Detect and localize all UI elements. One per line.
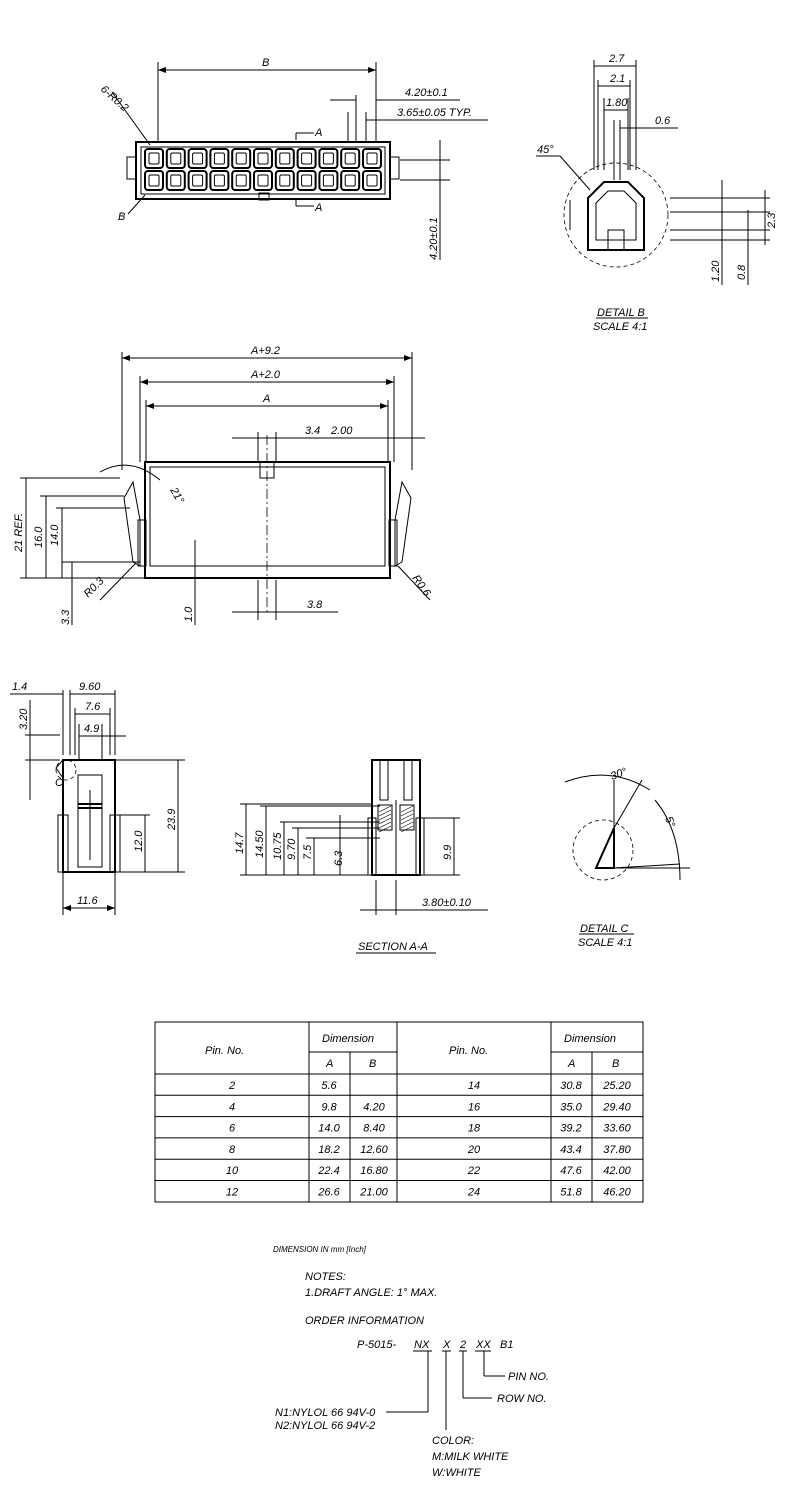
table-cell-pin-left: 10 [225,1165,239,1178]
side-top-dim-2: 9.60 [79,681,101,693]
front-dim-3: A [263,393,271,405]
table-cell-a-left: 22.4 [318,1165,340,1178]
table-cell-pin-right: 16 [467,1101,481,1114]
dim-b: B [262,57,270,69]
table-cell-b-right: 37.80 [603,1143,631,1156]
side-right-dim-2: 12.0 [133,830,145,852]
table-cell-a-left: 14.0 [318,1122,340,1135]
pin-cavity [298,149,316,168]
section-dim-3: 10.75 [272,832,284,860]
section-title: SECTION A-A [358,941,428,953]
pin-cavity [363,171,381,190]
section-dim-4: 9.70 [286,838,298,860]
front-radius-left: R0.3 [81,575,107,601]
material-1: N1:NYLOL 66 94V-0 [275,1407,376,1419]
pin-cavity [189,149,207,168]
table-cell-a-right: 39.2 [560,1122,582,1135]
section-mark-bottom: A [315,202,323,214]
detail-b-dim-4: 0.6 [655,115,671,127]
detail-b-scale: SCALE 4:1 [593,321,648,333]
table-row [229,1144,632,1156]
pin-cavity [232,149,250,168]
table-row [229,1101,632,1113]
front-dim-5: 2.00 [331,425,353,437]
front-left-dim-1: 21 REF. [13,513,25,552]
table-cell-a-right: 47.6 [560,1165,582,1178]
pin-cavity [276,171,294,190]
table-cell-a-left: 26.6 [318,1186,340,1199]
side-left-dim: 3.20 [18,708,30,730]
table-cell-pin-left: 12 [225,1186,239,1199]
color-2: W:WHITE [432,1467,481,1479]
order-title: ORDER INFORMATION [305,1315,424,1327]
dim-typ: 3.65±0.05 TYP. [397,107,472,119]
pin-cavity [254,171,272,190]
table-cell-pin-left: 8 [228,1143,236,1156]
pin-cavity [210,171,228,190]
table-cell-b-left: 16.80 [360,1165,388,1178]
pin-cavity [298,171,316,190]
detail-b-dim-1: 2.7 [609,53,625,65]
pin-no-label: PIN NO. [508,1371,549,1383]
detail-b-dim-3: 1.80 [606,97,628,109]
table-cell-pin-left: 2 [228,1080,236,1092]
front-angle: 21° [167,485,187,506]
side-view [10,681,185,915]
detail-b-dim-5: 2.3 [766,212,778,228]
table-header-a-left: A [326,1058,334,1070]
table-cell-b-left: 21.00 [360,1186,388,1199]
table-cell-a-right: 51.8 [560,1186,582,1199]
table-header-pin-right: Pin. No. [449,1045,489,1057]
table-row [229,1123,632,1135]
detail-b-angle: 45° [537,144,554,156]
table-header-a-right: A [568,1058,576,1070]
detail-c-angle-1: 30° [608,765,629,783]
front-left-dim-4: 3.3 [60,609,72,625]
table-row [226,1165,632,1177]
table-cell-b-left: 12.60 [360,1143,388,1156]
material-2: N2:NYLOL 66 94V-2 [275,1420,376,1432]
front-dim-1: A+9.2 [251,345,281,357]
pin-cavity [341,171,359,190]
pin-cavity [319,149,337,168]
table-cell-b-right: 29.40 [603,1101,631,1114]
section-mark-top: A [315,127,323,139]
notes [273,1245,549,1479]
section-dim-1: 14.7 [234,832,246,854]
detail-b-mark: B [118,211,126,223]
detail-c-title: DETAIL C [580,923,629,935]
pin-cavity [276,149,294,168]
detail-b-dim-7: 0.8 [736,264,748,280]
section-bottom-dim: 3.80±0.10 [422,897,471,909]
table-cell-b-left: 4.20 [363,1101,385,1114]
detail-b [536,53,778,333]
table-cell-pin-right: 22 [467,1165,481,1178]
part-x: X [443,1339,451,1351]
table-cell-a-left: 18.2 [318,1143,340,1156]
table-cell-pin-right: 18 [467,1122,481,1135]
side-bottom-dim: 11.6 [77,895,98,907]
front-left-dim-5: 1.0 [183,606,195,622]
pin-cavity [189,171,207,190]
front-dim-4: 3.4 [305,425,321,437]
pin-dimension-table [155,1022,643,1202]
part-xx: XX [476,1339,491,1351]
part-prefix: P-5015- [357,1339,397,1351]
pin-cavity [363,149,381,168]
table-cell-a-left: 5.6 [321,1080,337,1092]
front-bottom-dim: 3.8 [307,599,323,611]
pin-cavity [232,171,250,190]
table-row [228,1080,632,1092]
pin-cavity [145,149,163,168]
pin-cavity [167,171,185,190]
pin-cavity [254,149,272,168]
part-2: 2 [460,1339,467,1351]
front-radius-right: R0.6 [409,572,433,599]
table-cell-a-right: 43.4 [560,1143,582,1156]
dim-pitch: 4.20±0.1 [405,87,448,99]
pin-cavity [341,149,359,168]
pin-cavity [167,149,185,168]
note-1: 1.DRAFT ANGLE: 1° MAX. [305,1287,438,1299]
pin-cavity [319,171,337,190]
side-top-dim-1: 1.4 [12,681,28,693]
side-right-dim-1: 23.9 [166,808,178,830]
table-header-pin-left: Pin. No. [205,1045,245,1057]
table-cell-a-left: 9.8 [321,1101,337,1114]
dim-vertical: 4.20±0.1 [428,217,440,260]
row-no-label: ROW NO. [497,1393,547,1405]
section-dim-2: 14.50 [254,830,266,858]
detail-c-scale: SCALE 4:1 [578,937,633,949]
table-cell-pin-left: 6 [228,1122,236,1135]
units-note: DIMENSION IN mm [Inch] [273,1245,366,1254]
table-cell-b-left: 8.40 [363,1122,385,1135]
detail-b-dim-2: 2.1 [610,73,626,85]
detail-b-title: DETAIL B [597,307,645,319]
section-right-dim: 9.9 [442,844,454,860]
table-row [226,1187,632,1199]
table-cell-b-right: 33.60 [603,1122,631,1135]
side-detail-c-mark: C [55,777,63,789]
table-cell-pin-right: 20 [467,1143,481,1156]
table-cell-b-right: 46.20 [603,1186,631,1199]
table-cell-a-right: 30.8 [560,1080,582,1092]
table-cell-pin-right: 24 [467,1186,481,1199]
table-header-dim-left: Dimension [322,1033,374,1045]
section-dim-6: 6.3 [333,850,345,866]
part-nx: NX [414,1339,430,1351]
front-left-dim-2: 16.0 [33,526,45,548]
front-dim-2: A+2.0 [251,369,281,381]
pin-cavity [210,149,228,168]
color-title: COLOR: [432,1435,475,1447]
table-cell-b-right: 42.00 [603,1165,631,1178]
color-1: M:MILK WHITE [432,1451,509,1463]
table-cell-b-right: 25.20 [603,1080,631,1092]
table-header-b-right: B [612,1058,620,1070]
section-aa [234,760,488,953]
table-cell-pin-left: 4 [228,1101,236,1114]
table-header-dim-right: Dimension [564,1033,616,1045]
side-top-dim-4: 4.9 [84,723,100,735]
notes-title: NOTES: [305,1271,346,1283]
pin-cavity [145,171,163,190]
radius-label: 6-R0.2 [97,83,131,115]
front-view [13,345,433,625]
table-header-b-left: B [369,1058,377,1070]
table-cell-a-right: 35.0 [560,1101,582,1114]
detail-c-angle-2: 5° [662,814,678,829]
detail-c [565,766,690,949]
table-cell-pin-right: 14 [467,1080,481,1092]
detail-b-dim-6: 1.20 [710,260,722,282]
part-suffix: B1 [500,1339,514,1351]
front-left-dim-3: 14.0 [49,524,61,546]
side-top-dim-3: 7.6 [85,701,101,713]
section-dim-5: 7.5 [302,844,314,860]
top-view [98,57,488,260]
